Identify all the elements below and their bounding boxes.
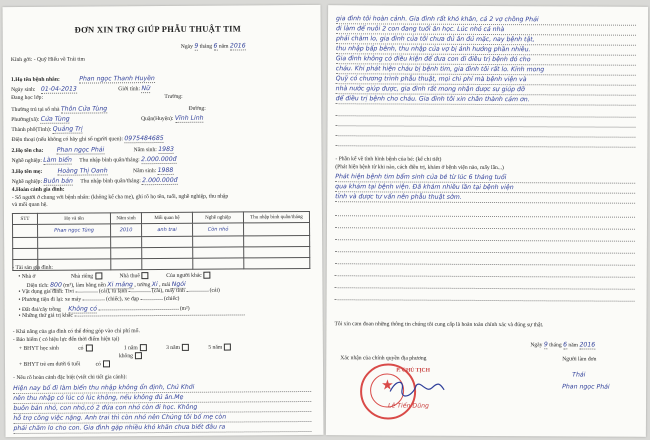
city-value: Quảng Trị [52, 125, 83, 133]
father-row: 2.Họ tên cha: Phan ngọc Phái Năm sinh: 1983 [11, 145, 175, 155]
bhyt-child-row: không [19, 352, 142, 361]
story-line-2: nên thu nhập có lúc có lúc không, nếu không đủ ăn.Mẹ [13, 393, 184, 403]
date-day: 9 [194, 42, 199, 50]
insurance-label: - Bảo hiểm ( có hiệu lực đến thời điểm hiện tại) [12, 336, 120, 344]
father-job-row: Nghề nghiệp: Làm biển Thu nhập bình quân/tháng: 2.000.000đ [11, 155, 177, 165]
dob-row: Ngày sinh: 01-04-2013 Giới tính: Nữ [11, 85, 151, 94]
story-cont-line-3: phải chăm lo, gia đình của tôi chưa đủ ăn đủ mặc, nay bệnh tật, [335, 35, 535, 44]
story-cont-line-7: Quỹ có chương trình phẫu thuật, mọi chi phí mà bệnh viện và [335, 75, 527, 84]
bhyt-1-year[interactable] [140, 344, 147, 351]
th-name: Họ và tên [37, 213, 110, 225]
special-label: - Nêu rõ hoàn cảnh đặc biệt (viết chi tiết gia cảnh): [13, 374, 127, 382]
story-cont-line-1: gia đình tôi hoàn cảnh. Gia đình rất khó khăn, cả 2 vợ chồng Phải [336, 15, 539, 24]
bhyt-student-row: + BHYT học sinh có 1 năm 3 năm 5 năm [19, 344, 231, 353]
commitment-statement: Tôi xin cam đoan những thông tin chúng tôi cung cấp là hoàn toàn chính xác và đúng sự thật. [334, 321, 544, 329]
story-line-1: Hiện nay bố đi làm biển thu nhập không ổn định, Chủ Khởi [13, 383, 195, 393]
father-income: 2.000.000đ [141, 155, 177, 164]
date-month: 6 [213, 42, 218, 50]
household-note-2: và mối quan hệ. [11, 201, 48, 209]
disease-line-1: Phát hiện bệnh tim bẩm sinh của bé từ lúc 6 tháng tuổi [335, 173, 507, 182]
mother-job-row: Nghề nghiệp: Buôn bán Thu nhập bình quân/tháng: 2.000.000đ [11, 176, 178, 186]
land-row: • Đất đai/cây trồng Không có (m²) [18, 305, 190, 314]
table-row: Phan ngọc Tùng 2010 anh trai Còn nhỏ [13, 222, 310, 237]
bhyt-5-year[interactable] [224, 344, 231, 351]
floor-value: Xi măng [107, 281, 133, 289]
patient-row: 1.Họ tên bệnh nhân: Phan ngọc Thanh Huyền [10, 75, 155, 84]
other-row: • Những thứ giá trị khác [19, 311, 245, 320]
applicant-label: Người làm đơn [562, 356, 597, 363]
father-year: 1983 [158, 145, 175, 154]
disease-label: - Phần kể về tình hình bệnh của bé: (kể chi tiết) [335, 156, 442, 163]
ward-value: Cửa Tùng [40, 115, 70, 123]
th-relation: Mối quan hệ [141, 212, 192, 223]
phone-row: Điện thoại (nếu không có hãy ghi số người quen): 0975484685 [11, 134, 164, 144]
form-date: Ngày 9 tháng 6 năm 2016 [180, 42, 246, 50]
house-own-checkbox[interactable] [95, 272, 102, 279]
house-rent-checkbox[interactable] [142, 272, 149, 279]
disease-line-2: qua khám tại bệnh viện. Đã khám nhiều lần tại bệnh viện [335, 183, 514, 192]
disease-line-3: tỉnh và được tư vấn nên phẫu thuật sớm. [335, 193, 462, 201]
mother-income: 2.000.000đ [142, 176, 178, 185]
household-table [12, 211, 310, 271]
table-row [13, 257, 310, 270]
th-year: Năm sinh [110, 213, 141, 224]
bhyt-student-no[interactable] [135, 352, 142, 359]
items-row: • Vật dụng gia đình: Tivi (cái), tủ lạnh (cái), máy tính (cái) [18, 287, 220, 296]
household-note: - Số người ở chung với bệnh nhân: (không kể cha mẹ), ghi rõ họ tên, tuổi, nghề nghiệp, thu nhập [11, 193, 229, 202]
district-value: Vĩnh Linh [174, 114, 204, 122]
father-name: Phan ngọc Phái [56, 146, 105, 154]
authority-signature [386, 377, 446, 399]
applicant-name: Phan ngọc Phái [562, 383, 610, 391]
vehicle-row: • Phương tiện đi lại: xe máy (chiếc), xe đạp (chiếc) [18, 295, 180, 304]
roof-value: Ngói [171, 280, 186, 288]
capacity-label: - Khả năng của gia đình có thể đóng góp vào chi phí mổ. [12, 328, 140, 336]
mother-row: 3.Họ tên mẹ: Hoàng Thị Oanh Năm sinh: 1988 [11, 166, 174, 176]
story-cont-line-9: để điều trị bệnh cho cháu. Gia đình tôi xin chân thành cảm ơn. [335, 95, 530, 104]
sign-month: 6 [563, 341, 568, 349]
patient-name: Phan ngọc Thanh Huyền [79, 75, 155, 83]
assets-label: - Tài sản gia đình: [12, 264, 53, 272]
mother-name: Hoàng Thị Oanh [57, 167, 108, 175]
sign-date: Ngày 9 tháng 6 năm 2016 [530, 341, 596, 349]
authority-title: P. CHỦ TỊCH [396, 367, 430, 374]
form-title: ĐƠN XIN TRỢ GIÚP PHẪU THUẬT TIM [74, 23, 242, 35]
residence-row: Thường trú tại số nhà Thôn Cửa Tùng Đường: [11, 105, 206, 114]
story-cont-line-4: thu nhập bấp bênh, thu nhập của vợ bị ảnh hưởng phần nhiều. [335, 45, 531, 54]
ward-row: Phường(xã): Cửa Tùng Quận(Huyện): Vĩnh Linh [11, 114, 204, 124]
bhyt-child-row-2: + BHYT trẻ em dưới 6 tuổi có [19, 360, 110, 368]
father-job: Làm biển [43, 156, 72, 164]
city-row: Thành phố(Tỉnh): Quảng Trị [11, 125, 83, 134]
story-line-3: buôn bán nhỏ, con nhỏ,có 2 đứa con nhỏ còn đi học. Không [13, 403, 198, 413]
story-cont-line-8: nhà nước giúp được, gia đình rất mong nhận được sự giúp đỡ [335, 85, 525, 94]
wall-value: Xi [151, 281, 158, 289]
th-job: Nghề nghiệp [192, 212, 243, 223]
authority-name: Lê Tiến Dũng [388, 402, 430, 410]
th-income: Thu nhập bình quân/tháng [243, 211, 309, 222]
sign-year: 2016 [579, 341, 596, 349]
area-row: Diện tích: 800 (m²), làm bằng nền Xi măng , tường Xi , mái Ngói [26, 280, 186, 289]
story-line-5: phải chăm lo cho con. Gia đình gặp nhiều khó khăn chưa biết đâu ra [13, 423, 226, 433]
house-row: • Nhà ở Nhà riêng Nhà thuê Của người khác [18, 272, 210, 281]
date-year: 2016 [229, 42, 246, 50]
patient-dob: 01-04-2013 [40, 85, 77, 93]
residence-value: Thôn Cửa Tùng [60, 105, 108, 113]
land-value: Không có [68, 305, 98, 313]
mother-job: Buôn bán [43, 177, 73, 185]
applicant-signature: Thái [572, 371, 586, 379]
story-line-4: hỗ trợ công việc nặng. Anh trai thì còn nhỏ nên Chúng tôi bố mẹ còn [13, 413, 227, 423]
study-row: Đang học lớp: Trường: [11, 93, 183, 102]
family-heading: 4.Hoàn cảnh gia đình: [11, 186, 65, 194]
bhyt-student-yes[interactable] [85, 344, 92, 351]
form-page-right [326, 5, 648, 437]
story-cont-line-6: cháu. Khi phát hiện cháu bị bệnh tim, gia đình tôi rất lo. Kính mong [335, 65, 545, 74]
th-stt: STT [12, 213, 37, 224]
phone-value: 0975484685 [124, 134, 164, 143]
area-value: 800 [50, 281, 62, 289]
story-cont-line-2: đi làm để nuôi 2 con đang tuổi ăn học. Lúc nhỏ cả nhà [335, 25, 505, 34]
addressee: Kính gởi: - Quỹ Hiếu về Trái tim [10, 56, 85, 64]
bhyt-3-year[interactable] [182, 344, 189, 351]
seal-star-icon: ★ [381, 378, 394, 394]
mother-year: 1988 [157, 166, 174, 175]
story-cont-line-5: Gia đình không có điều kiện để đưa con đi điều trị bệnh đó cho [335, 55, 531, 64]
authority-label: Xác nhận của chính quyền địa phương [340, 355, 427, 362]
sign-day: 9 [543, 341, 548, 349]
house-other-checkbox[interactable] [204, 272, 211, 279]
patient-sex: Nữ [141, 85, 151, 93]
form-page-left [3, 5, 324, 437]
disease-sub: (Phát hiện bệnh từ khi nào, cách điều trị, khám ở bệnh viện nào, mấy lần...) [335, 164, 504, 172]
bhyt-child-yes[interactable] [103, 360, 110, 367]
